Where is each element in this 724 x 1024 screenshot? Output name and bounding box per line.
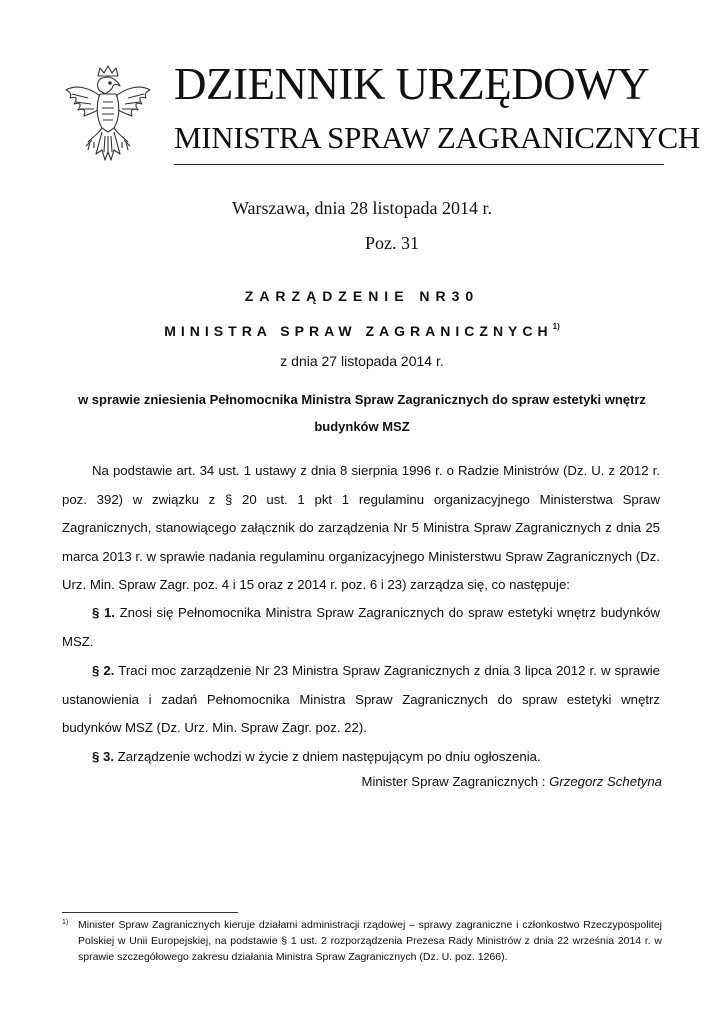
section-2-text: Traci moc zarządzenie Nr 23 Ministra Spraw Zagranicznych z dnia 3 lipca 2012 r. w sprawie ustanowienia i zadań Pełnomocnika Ministra Spraw Zagranicznych do spraw estetyki wnętrz budynków MSZ (Dz. Urz. Min. Spraw Zagr. poz. 22). (62, 663, 660, 735)
ordinance-subject: w sprawie zniesienia Pełnomocnika Ministra Spraw Zagranicznych do spraw estetyki wnętrz budynków MSZ (78, 392, 646, 434)
polish-eagle-emblem (58, 62, 158, 172)
publication-place-date: Warszawa, dnia 28 listopada 2014 r. (232, 198, 492, 218)
footnote-divider (62, 912, 238, 913)
footnote-reference[interactable]: 1) (552, 322, 560, 331)
section-3-label: § 3. (92, 749, 114, 764)
section-3 (62, 743, 660, 772)
section-1 (62, 599, 660, 656)
preamble-text: Na podstawie art. 34 ust. 1 ustawy z dnia 8 sierpnia 1996 r. o Radzie Ministrów (Dz. U. z 2012 r. poz. 392) w związku z § 20 ust. 1 pkt 1 regulaminu organizacyjnego Ministerstwa Spraw Zagranicznych, stanowiącego załącznik do zarządzenia Nr 5 Ministra Spraw Zagranicznych z dnia 25 marca 2013 r. w sprawie nadania regulaminu organizacyjnego Ministerstwu Spraw Zagranicznych (Dz. Urz. Min. Spraw Zagr. poz. 4 i 15 oraz z 2014 r. poz. 6 i 23) zarządza się, co następuje: (62, 463, 660, 592)
journal-subtitle: MINISTRA SPRAW ZAGRANICZNYCH (174, 120, 700, 155)
section-3-text: Zarządzenie wchodzi w życie z dniem następującym po dniu ogłoszenia. (117, 749, 541, 764)
header-divider (174, 164, 664, 165)
journal-title: DZIENNIK URZĘDOWY (174, 59, 650, 109)
ordinance-issuer (0, 322, 724, 339)
footnote-mark: 1) (62, 919, 69, 926)
ordinance-date: z dnia 27 listopada 2014 r. (280, 353, 444, 369)
preamble-paragraph (62, 457, 660, 600)
position-number: Poz. 31 (365, 233, 419, 253)
footnote-text: Minister Spraw Zagranicznych kieruje działami administracji rządowej – sprawy zagraniczne i członkostwo Rzeczypospolitej Polskiej w Unii Europejskiej, na podstawie § 1 ust. 2 rozporządzenia Prezesa Rady Ministrów z dnia 22 września 2014 r. w sprawie szczegółowego zakresu działania Ministra Spraw Zagranicznych (Dz. U. poz. 1266). (78, 919, 662, 963)
section-1-text: Znosi się Pełnomocnika Ministra Spraw Zagranicznych do spraw estetyki wnętrz budynków MSZ. (62, 605, 661, 649)
ordinance-title: ZARZĄDZENIE NR30 (244, 288, 480, 304)
signature-line (62, 774, 662, 789)
ordinance-issuer-text: MINISTRA SPRAW ZAGRANICZNYCH (164, 323, 553, 339)
section-1-label: § 1. (92, 605, 115, 620)
section-2-label: § 2. (92, 663, 115, 678)
section-2 (62, 657, 660, 743)
signature-role: Minister Spraw Zagranicznych : (361, 774, 550, 789)
footnote (62, 917, 662, 965)
signature-name: Grzegorz Schetyna (549, 774, 662, 789)
